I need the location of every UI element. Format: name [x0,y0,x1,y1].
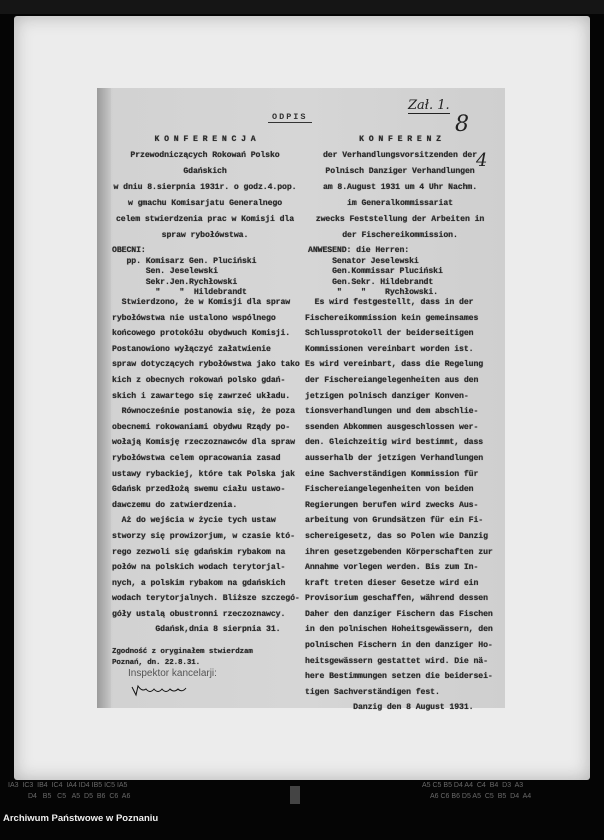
text-line: Gen.Sekr. Hildebrandt [308,277,434,287]
text-line: kraft treten dieser Gesetze wird ein [305,578,479,588]
text-line: w dniu 8.sierpnia 1931r. o godz.4.pop. [113,183,297,192]
archive-credit: Archiwum Państwowe w Poznaniu [3,813,159,824]
text-line: der Fischereiangelegenheiten aus den [305,375,479,385]
text-line: ihren gesetzgebenden Körperschaften zur [305,547,493,557]
text-line: połów na polskich wodach terytorjal- [112,563,286,573]
text-line: pp. Komisarz Gen. Pluciński [112,256,257,266]
text-line: im Generalkommissariat [347,199,453,208]
text-line: Postanowiono wyłączyć załatwienie [112,344,271,354]
text-line: ustawy rybackiej, które tak Polska jak [112,469,295,479]
text-line: Annahme vorlegen werden. Bis zum In- [305,563,479,573]
polish-header [105,132,305,244]
text-line: rego zezwoli się gdańskim rybakom na [112,547,286,557]
text-line: jetzigen polnisch danziger Konven- [305,391,469,401]
text-line: arbeitung von Grundsätzen für ein Fi- [305,516,484,526]
document-heading: ODPIS [268,112,312,123]
text-line: Poznań, dn. 22.8.31. [112,658,201,667]
text-line: Polnisch Danziger Verhandlungen [325,167,475,176]
text-line: końcowego protokółu obydwuch Komisji. [112,329,291,339]
text-line: Fischereikommission kein gemeinsames [305,313,479,323]
handwritten-annotation: Zał. 1. [408,98,450,113]
text-line: schereigesetz, das so Polen wie Danzig [305,531,488,541]
text-line: spraw dotyczących rybołówstwa jako tako [112,360,300,370]
text-line: spraw rybołówstwa. [161,231,249,240]
inspector-stamp: Inspektor kancelarji: [128,668,217,679]
text-line: polnischen Fischern in den danziger Ho- [305,641,493,651]
text-line: Równocześnie postanowia się, że poza [112,407,295,417]
film-code-right-top: A5 C5 B5 D4 A4 C4 B4 D3 A3 [422,782,524,789]
text-line: Przewodniczących Rokowań Polsko [130,151,280,160]
film-code-left-top: IA3 IC3 IB4 IC4 IA4 ID4 IB5 IC5 IA5 [8,782,128,789]
text-line: in den polnischen Hoheitsgewässern, den [305,625,493,635]
certification [112,647,253,668]
text-line: tionsverhandlungen und dem abschlie- [305,407,479,417]
text-line: Aż do wejścia w życie tych ustaw [112,516,276,526]
text-line: ssenden Abkommen ausgeschlossen wer- [305,422,479,432]
text-line: góły ustalą obustronni rzeczoznawcy. [112,609,286,619]
text-line: Es wird festgestellt, dass in der [305,298,474,307]
text-line: Kommissionen vereinbart worden ist. [305,344,474,354]
text-line: stworzy się prowizorjum, w czasie któ- [112,531,295,541]
text-line: Schlussprotokoll der beiderseitigen [305,329,474,339]
text-line: " " Hildebrandt [112,288,247,298]
german-attendees [308,246,443,299]
text-line: OBECNI: [112,246,146,255]
text-line: heitsgewässern gestattet wird. Die nä- [305,656,488,666]
text-line: celem stwierdzenia prac w Komisji dla [115,215,295,224]
text-line: " " Rychłowski. [308,288,438,298]
polish-attendees [112,246,256,299]
text-line: obecnemi rokowaniami obydwu Rządy po- [112,422,291,432]
text-line: rybołówstwa nie ustalono wspólnego [112,313,276,323]
text-line: wołają Komisję rzeczoznawców dla spraw [112,438,295,448]
text-line: tigen Sachverständigen fest. [305,687,440,697]
film-code-right-bottom: A6 C6 B6 D5 A5 C5 B5 D4 A4 [430,793,532,800]
folio-number: 4 [476,150,488,171]
text-line: kich z obecnych rokowań polsko gdań- [112,375,286,385]
text-line: ANWESEND: die Herren: [308,246,410,255]
text-line: skich i zawartego się zawrzeć układu. [112,391,291,401]
text-line: w gmachu Komisarjatu Generalnego [127,199,283,208]
text-line: dawczemu do zatwierdzenia. [112,500,238,510]
text-line: Sekr.Jen.Rychłowski [112,277,238,287]
text-line: zwecks Feststellung der Arbeiten in [315,215,485,224]
text-line: am 8.August 1931 um 4 Uhr Nachm. [322,183,478,192]
text-line: Daher den danziger Fischern das Fischen [305,609,493,619]
polish-body [112,295,300,638]
text-line: wodach terytorjalnych. Bliższe szczegó- [112,594,300,604]
text-line: ausserhalb der jetzigen Verhandlungen [305,453,484,463]
signature [130,683,188,697]
german-header [300,132,500,244]
text-line: Zgodność z oryginałem stwierdzam [112,648,253,656]
folio-number: 8 [455,112,469,137]
text-line: Senator Jeselewski [308,256,419,266]
text-line: Provisorium geschaffen, während dessen [305,594,488,604]
film-code-left-bottom: D4 B5 C5 A5 D5 B6 C6 A6 [28,793,131,800]
text-line: K O N F E R E N C J A [154,135,256,144]
film-marker [290,786,300,804]
text-line: here Bestimmungen setzen die beidersei- [305,672,493,682]
text-line: Regierungen berufen wird zwecks Aus- [305,500,479,510]
text-line: der Fischereikommission. [342,231,458,240]
text-line: Danzig den 8 August 1931. [305,703,474,713]
text-line: den. Gleichzeitig wird bestimmt, dass [305,438,484,448]
text-line: K O N F E R E N Z [359,135,441,144]
film-top-edge [0,0,604,14]
text-line: Sen. Jeselewski [112,267,218,277]
text-line: nych, a polskim rybakom na gdańskich [112,578,286,588]
text-line: Stwierdzono, że w Komisji dla spraw [112,298,291,307]
text-line: Gen.Kommissar Pluciński [308,267,443,277]
text-line: Gdańsk,dnia 8 sierpnia 31. [112,625,281,635]
text-line: Fischereiangelegenheiten von beiden [305,485,474,495]
text-line: Es wird vereinbart, dass die Regelung [305,360,484,370]
text-line: Gdańskich [183,167,227,176]
text-line: eine Sachverständigen Kommission für [305,469,479,479]
german-body [305,295,493,716]
text-line: rybołówstwa celem opracowania zasad [112,453,281,463]
text-line: Gdańsk przedłożą swemu ciału ustawo- [112,485,286,495]
text-line: der Verhandlungsvorsitzenden der [322,151,478,160]
